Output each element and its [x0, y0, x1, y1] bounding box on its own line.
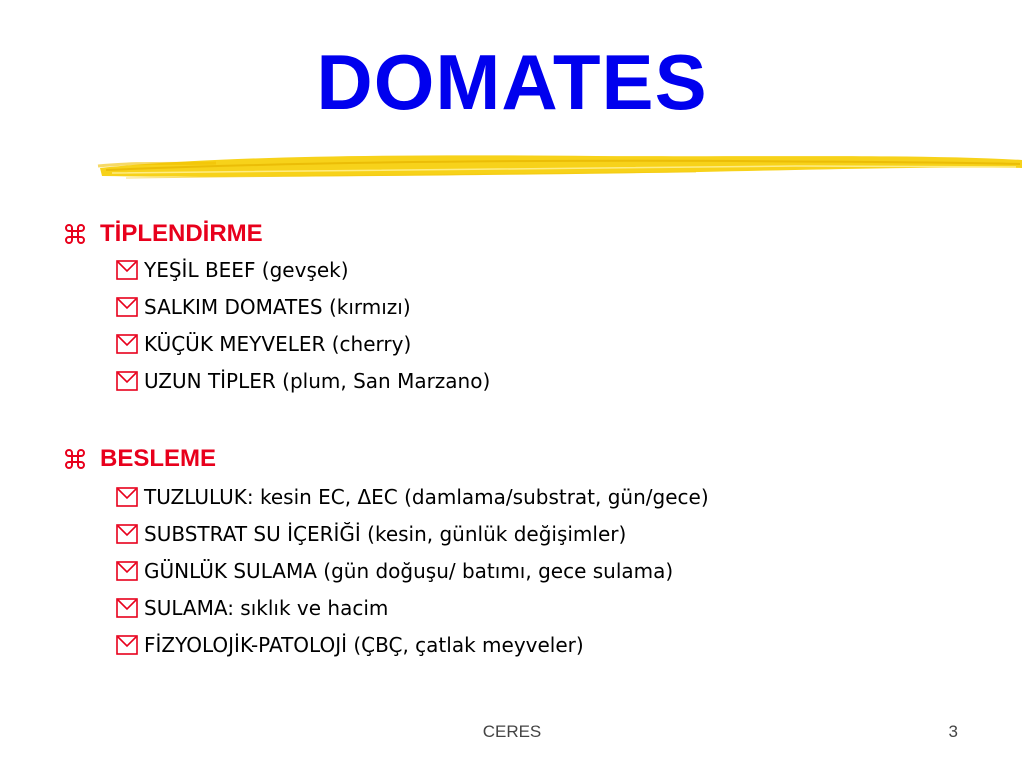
list-item-label: SUBSTRAT SU İÇERİĞİ (kesin, günlük değişimler): [144, 522, 627, 546]
section-heading-label: TİPLENDİRME: [100, 220, 263, 247]
checkbox-bullet-icon: [116, 561, 138, 581]
list-item: [116, 482, 709, 512]
checkbox-bullet-icon: [116, 635, 138, 655]
checkbox-bullet-icon: [116, 371, 138, 391]
list-item: [116, 366, 490, 396]
list-item-label: UZUN TİPLER (plum, San Marzano): [144, 369, 491, 393]
list-item: [116, 255, 349, 285]
list-item-label: YEŞİL BEEF (gevşek): [144, 258, 349, 282]
slide-title: DOMATES: [316, 38, 708, 126]
list-item: [116, 556, 673, 586]
checkbox-bullet-icon: [116, 487, 138, 507]
checkbox-bullet-icon: [116, 297, 138, 317]
list-item-label: KÜÇÜK MEYVELER (cherry): [144, 332, 412, 356]
page-number: 3: [948, 722, 958, 741]
checkbox-bullet-icon: [116, 260, 138, 280]
checkbox-bullet-icon: [116, 524, 138, 544]
list-item-label: FİZYOLOJİK-PATOLOJİ (ÇBÇ, çatlak meyveler): [144, 633, 584, 657]
list-item: [116, 329, 411, 359]
command-key-icon: [64, 448, 86, 470]
section-heading: [64, 219, 263, 249]
command-key-icon: [64, 223, 86, 245]
list-item: [116, 593, 388, 623]
list-item: [116, 292, 411, 322]
footer-label: CERES: [482, 722, 542, 741]
list-item-label: SALKIM DOMATES (kırmızı): [144, 295, 411, 319]
checkbox-bullet-icon: [116, 334, 138, 354]
list-item-label: SULAMA: sıklık ve hacim: [144, 596, 389, 620]
list-item: [116, 630, 584, 660]
section-heading: [64, 444, 216, 474]
list-item-label: GÜNLÜK SULAMA (gün doğuşu/ batımı, gece sulama): [144, 559, 674, 583]
list-item: [116, 519, 626, 549]
list-item-label: TUZLULUK: kesin EC, ΔEC (damlama/substrat, gün/gece): [144, 485, 709, 509]
checkbox-bullet-icon: [116, 598, 138, 618]
section-heading-label: BESLEME: [100, 445, 217, 472]
